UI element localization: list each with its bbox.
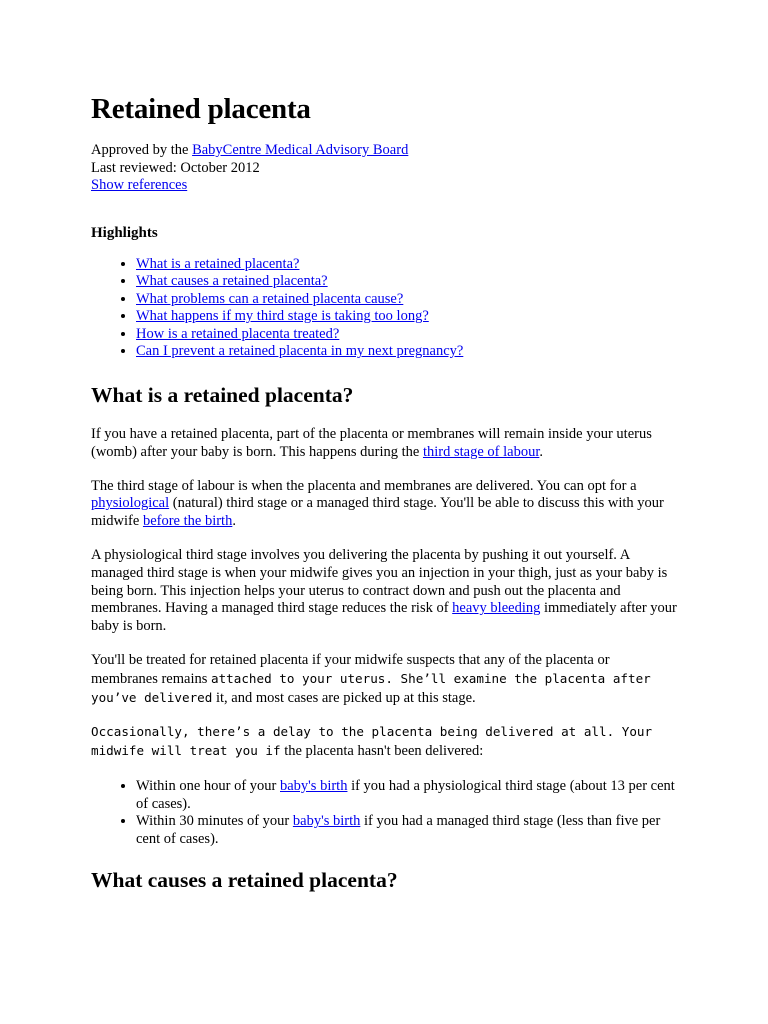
babys-birth-link[interactable]: baby's birth bbox=[280, 778, 348, 795]
list-item-text: Within one hour of your bbox=[136, 778, 280, 795]
paragraph-text: You'll be treated for retained placenta if your midwife suspects that any of the placenta or membranes remains bbox=[91, 652, 610, 687]
paragraph-text: the placenta hasn't been delivered: bbox=[280, 743, 484, 760]
highlights-heading: Highlights bbox=[91, 224, 158, 241]
list-item-text: if you had a physiological third stage (about 13 per cent of cases). bbox=[136, 778, 675, 812]
list-item bbox=[136, 778, 678, 813]
paragraph-text: If you have a retained placenta, part of the placenta or membranes will remain inside your uterus (womb) after your baby is born. This happens during the bbox=[91, 426, 652, 460]
section-heading-what-causes: What causes a retained placenta? bbox=[91, 868, 398, 893]
list-item bbox=[136, 326, 678, 344]
paragraph-text: A physiological third stage involves you delivering the placenta by pushing it out yourself. A managed third stage is when your midwife gives you an injection in your thigh, just as your baby is being born. This injection helps your uterus to contract down and push out the placenta and membranes. Having a managed third stage reduces the risk of bbox=[91, 547, 668, 617]
paragraph-text: . bbox=[539, 443, 543, 460]
show-references-line bbox=[91, 177, 678, 195]
highlight-link[interactable]: How is a retained placenta treated? bbox=[136, 325, 340, 342]
approved-by-label: Approved by the bbox=[91, 142, 193, 158]
list-item bbox=[136, 273, 678, 291]
paragraph bbox=[91, 723, 678, 761]
paragraph-text: . bbox=[232, 513, 236, 530]
list-item bbox=[136, 291, 678, 309]
section-heading-what-is: What is a retained placenta? bbox=[91, 383, 354, 408]
paragraph-text: The third stage of labour is when the placenta and membranes are delivered. You can opt for a bbox=[91, 477, 637, 494]
list-item-text: if you had a managed third stage (less than five per cent of cases). bbox=[136, 813, 661, 847]
paragraph-text: it, and most cases are picked up at this stage. bbox=[212, 689, 476, 706]
paragraph bbox=[91, 652, 678, 707]
list-item-text: Within 30 minutes of your bbox=[136, 813, 293, 830]
last-reviewed: Last reviewed: October 2012 bbox=[91, 159, 260, 176]
third-stage-of-labour-link[interactable]: third stage of labour bbox=[422, 443, 540, 460]
highlight-link[interactable]: What causes a retained placenta? bbox=[136, 273, 328, 290]
paragraph-text: immediately after your baby is born. bbox=[91, 600, 677, 635]
heavy-bleeding-link[interactable]: heavy bleeding bbox=[452, 600, 541, 617]
highlights-list bbox=[91, 256, 678, 362]
highlight-link[interactable]: What happens if my third stage is taking too long? bbox=[136, 308, 429, 325]
paragraph bbox=[91, 426, 678, 462]
list-item bbox=[136, 813, 678, 848]
list-item bbox=[136, 256, 678, 274]
paragraph bbox=[91, 547, 678, 636]
list-item bbox=[136, 343, 678, 361]
highlight-link[interactable]: Can I prevent a retained placenta in my next pregnancy? bbox=[136, 343, 464, 360]
highlight-link[interactable]: What is a retained placenta? bbox=[136, 255, 300, 272]
show-references-link[interactable]: Show references bbox=[91, 177, 188, 193]
babys-birth-link[interactable]: baby's birth bbox=[292, 813, 361, 830]
page-title: Retained placenta bbox=[91, 93, 311, 125]
paragraph bbox=[91, 478, 678, 531]
paragraph-text: attached to your uterus. She’ll examine the placenta after you’ve delivered bbox=[91, 670, 651, 705]
physiological-link[interactable]: physiological bbox=[91, 495, 170, 512]
article-meta bbox=[91, 142, 678, 195]
before-the-birth-link[interactable]: before the birth bbox=[142, 513, 233, 530]
approved-by-line bbox=[91, 142, 678, 160]
paragraph-text: (natural) third stage or a managed third stage. You'll be able to discuss this with your midwife bbox=[91, 495, 664, 530]
delivery-timing-list bbox=[91, 778, 678, 848]
paragraph-text: Occasionally, there’s a delay to the placenta being delivered at all. Your midwife will treat you if bbox=[91, 724, 653, 759]
medical-advisory-board-link[interactable]: BabyCentre Medical Advisory Board bbox=[192, 142, 409, 158]
highlight-link[interactable]: What problems can a retained placenta cause? bbox=[136, 290, 404, 307]
list-item bbox=[136, 308, 678, 326]
